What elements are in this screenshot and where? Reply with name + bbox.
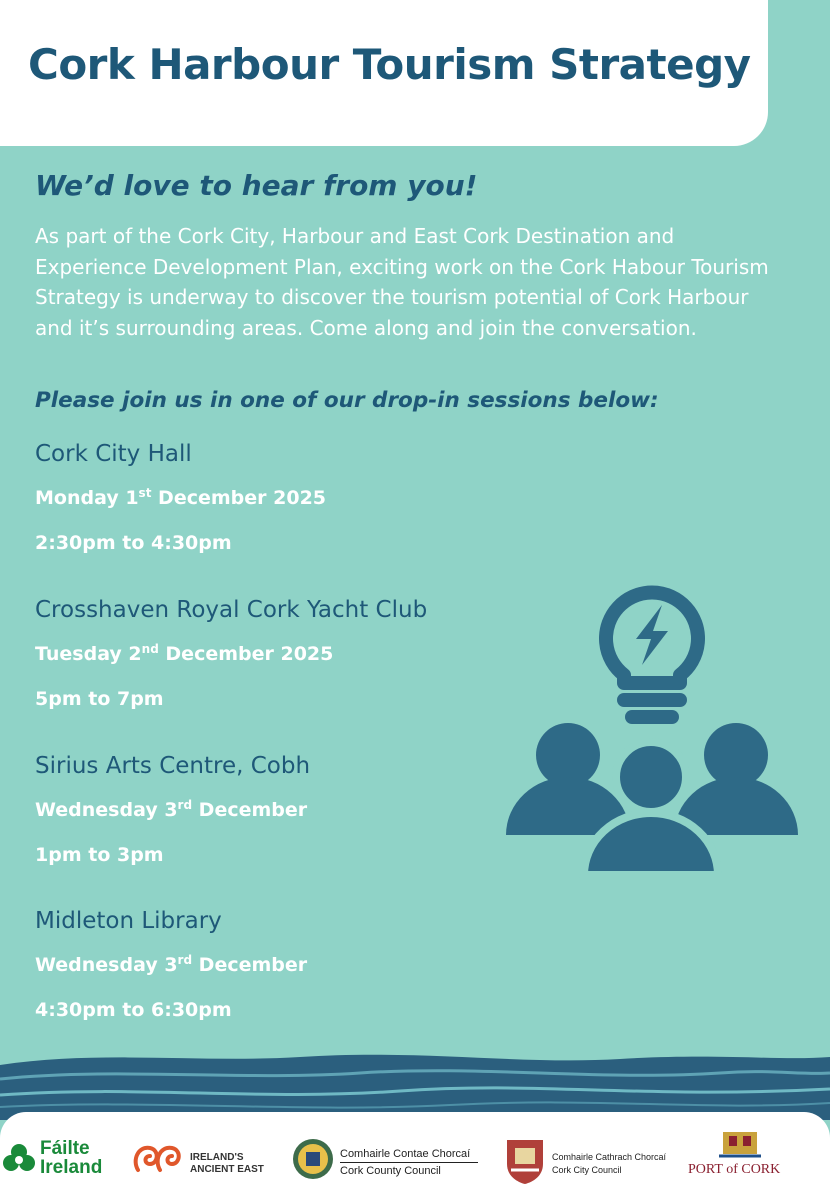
cork-city-crest-icon bbox=[503, 1136, 547, 1186]
session-venue: Crosshaven Royal Cork Yacht Club bbox=[35, 597, 428, 623]
session-crosshaven bbox=[35, 597, 535, 717]
ancient-east-swirl-icon bbox=[130, 1140, 186, 1178]
session-sirius-arts-centre bbox=[35, 753, 495, 873]
cork-county-council-irish: Comhairle Contae Chorcaí bbox=[340, 1148, 471, 1160]
invite-text: Please join us in one of our drop-in sessions below: bbox=[35, 388, 659, 413]
header-banner bbox=[0, 0, 768, 146]
intro-paragraph: As part of the Cork City, Harbour and East Cork Destination and Experience Development Plan, exciting work on the Cork Habour Tourism Strategy is underway to discover the tourism potential of Cork Harbour and it’s surrounding areas. Come along and join the conversation. bbox=[35, 224, 769, 340]
cork-city-council-english: Cork City Council bbox=[552, 1165, 622, 1175]
session-cork-city-hall bbox=[35, 441, 535, 561]
port-of-cork-crest-icon bbox=[715, 1126, 765, 1160]
shamrock-icon bbox=[2, 1142, 36, 1176]
session-time: 2:30pm to 4:30pm bbox=[35, 532, 232, 554]
cork-county-council-english: Cork County Council bbox=[340, 1165, 441, 1177]
session-time: 5pm to 7pm bbox=[35, 688, 164, 710]
session-date: Tuesday 2nd December 2025 bbox=[35, 642, 334, 665]
irelands-ancient-east-logo: IRELAND'S ANCIENT EAST bbox=[190, 1152, 264, 1175]
session-date: Wednesday 3rd December bbox=[35, 953, 308, 976]
session-date: Monday 1st December 2025 bbox=[35, 486, 327, 509]
session-time: 4:30pm to 6:30pm bbox=[35, 999, 232, 1021]
session-time: 1pm to 3pm bbox=[35, 844, 164, 866]
page-title: Cork Harbour Tourism Strategy bbox=[28, 40, 751, 89]
session-venue: Cork City Hall bbox=[35, 441, 192, 467]
session-midleton-library bbox=[35, 908, 495, 1028]
sponsor-logos-footer bbox=[0, 1112, 830, 1200]
cork-city-council-irish: Comhairle Cathrach Chorcaí bbox=[552, 1152, 667, 1162]
cork-county-crest-icon bbox=[292, 1138, 334, 1180]
session-venue: Sirius Arts Centre, Cobh bbox=[35, 753, 311, 779]
tagline: We’d love to hear from you! bbox=[35, 169, 478, 202]
lightbulb-people-icon bbox=[500, 575, 800, 885]
session-date: Wednesday 3rd December bbox=[35, 798, 308, 821]
wave-decoration bbox=[0, 1045, 830, 1120]
cork-county-divider bbox=[340, 1162, 478, 1163]
session-venue: Midleton Library bbox=[35, 908, 222, 934]
failte-ireland-logo: Fáilte Ireland bbox=[40, 1138, 103, 1178]
port-of-cork-logo: PORT of CORK bbox=[688, 1162, 781, 1177]
